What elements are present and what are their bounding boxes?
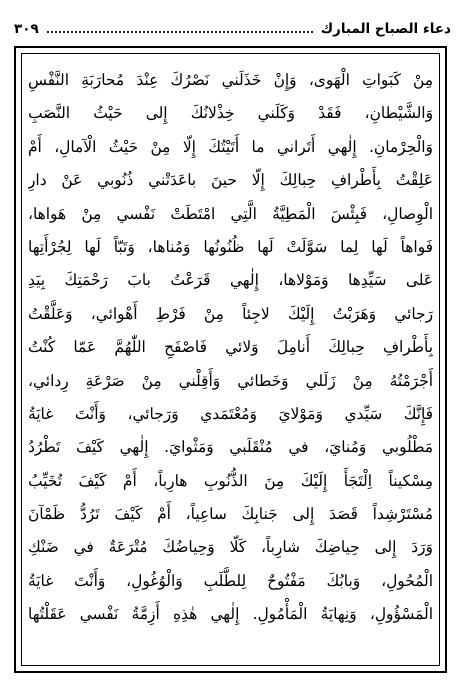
- text-line: عَلى سَيِّدِها وَمَوْلاها، إِلٰهي قَرَعْتُ بابَ رَحْمَتِكَ بِيَدِ: [28, 271, 433, 290]
- text-line: أَجْرَمْتُهُ مِنْ زَلَلي وَخَطائي وَأَقِلْني مِنْ صَرْعَةِ رِدائي،: [28, 371, 433, 390]
- dotted-leader: [47, 31, 313, 33]
- prayer-text: [28, 64, 433, 661]
- text-line: الْمُحُولِ، وَبابُكَ مَفْتُوحٌ لِلطَّلَبِ وَالْوُغُولِ، وَأَنْتَ غايَةُ: [28, 571, 433, 590]
- text-line: وَالْحِرْمانِ. إِلٰهي أَتَراني ما أَتَيْتُكَ إِلّا مِنْ حَيْثُ الْآمالِ، أَمْ: [28, 137, 433, 156]
- text-line: الْوِصالِ، فَبِئْسَ الْمَطِيَّةُ الَّتِي امْتَطَتْ نَفْسي مِنْ هَواها،: [28, 204, 433, 223]
- text-line: مُسْتَرْشِداً قَصَدَ إِلى جَنابِكَ ساعِياً، أَمْ كَيْفَ تَرُدُّ ظَمْآنَ: [28, 505, 433, 524]
- text-line: مِنْ كَبَواتِ الْهَوى، وَإِنْ خَذَلَني نَصْرُكَ عِنْدَ مُحارَبَةِ النَّفْسِ: [28, 71, 433, 89]
- page-header: [14, 18, 451, 40]
- text-line: مَطْلُوبي وَمُنايَ، في مُنْقَلَبي وَمَثْوايَ. إِلٰهي كَيْفَ تَطْرُدُ: [28, 438, 433, 457]
- text-line: وَرَدَ إِلى حِياضِكَ شارِباً، كَلّا وَحِياضُكَ مُتْرَعَةٌ في ضَنْكِ: [28, 538, 433, 557]
- text-line: رَجائي وَهَرَبْتُ إِلَيْكَ لاجِئاً مِنْ فَرْطِ أَهْوائي، وَعَلَّقْتُ: [28, 304, 433, 323]
- page-title: دعاء الصباح المبارك: [320, 21, 451, 37]
- text-line: وَالشَّيْطانِ، فَقَدْ وَكَلَني خِذْلانُكَ إِلى حَيْثُ النَّصَبِ: [28, 104, 433, 123]
- text-frame-outer: [14, 46, 447, 673]
- text-line: عَلِقْتُ بِأَطْرافِ حِبالِكَ إِلّا حينَ باعَدَتْني ذُنُوبي عَنْ دارِ: [28, 171, 433, 190]
- text-line: فَإِنَّكَ سَيِّدي وَمَوْلايَ وَمُعْتَمَدي وَرَجائي، وَأَنْتَ غايَةُ: [28, 404, 433, 423]
- text-line: فَواهاً لَها لِما سَوَّلَتْ لَها ظُنُونُها وَمُناها، وَتَبّاً لَها لِجُرْأَتِها: [28, 237, 433, 256]
- text-line: بِأَطْرافِ حِبالِكَ أَنامِلَ وَلائي فَاصْفَحِ اللّٰهُمَّ عَمّا كُنْتُ: [28, 338, 433, 357]
- text-line: الْمَسْؤُولِ، وَنِهايَةُ الْمَأْمُولِ. إِلٰهي هٰذِهِ أَزِمَّةُ نَفْسي عَقَلْتُها: [28, 605, 433, 624]
- page-number: ٣٠٩: [14, 21, 39, 37]
- text-line: مِسْكيناً اِلْتَجَأَ إِلَيْكَ مِنَ الذُّنُوبِ هارِباً، أَمْ كَيْفَ تُخَيِّبُ: [28, 471, 433, 490]
